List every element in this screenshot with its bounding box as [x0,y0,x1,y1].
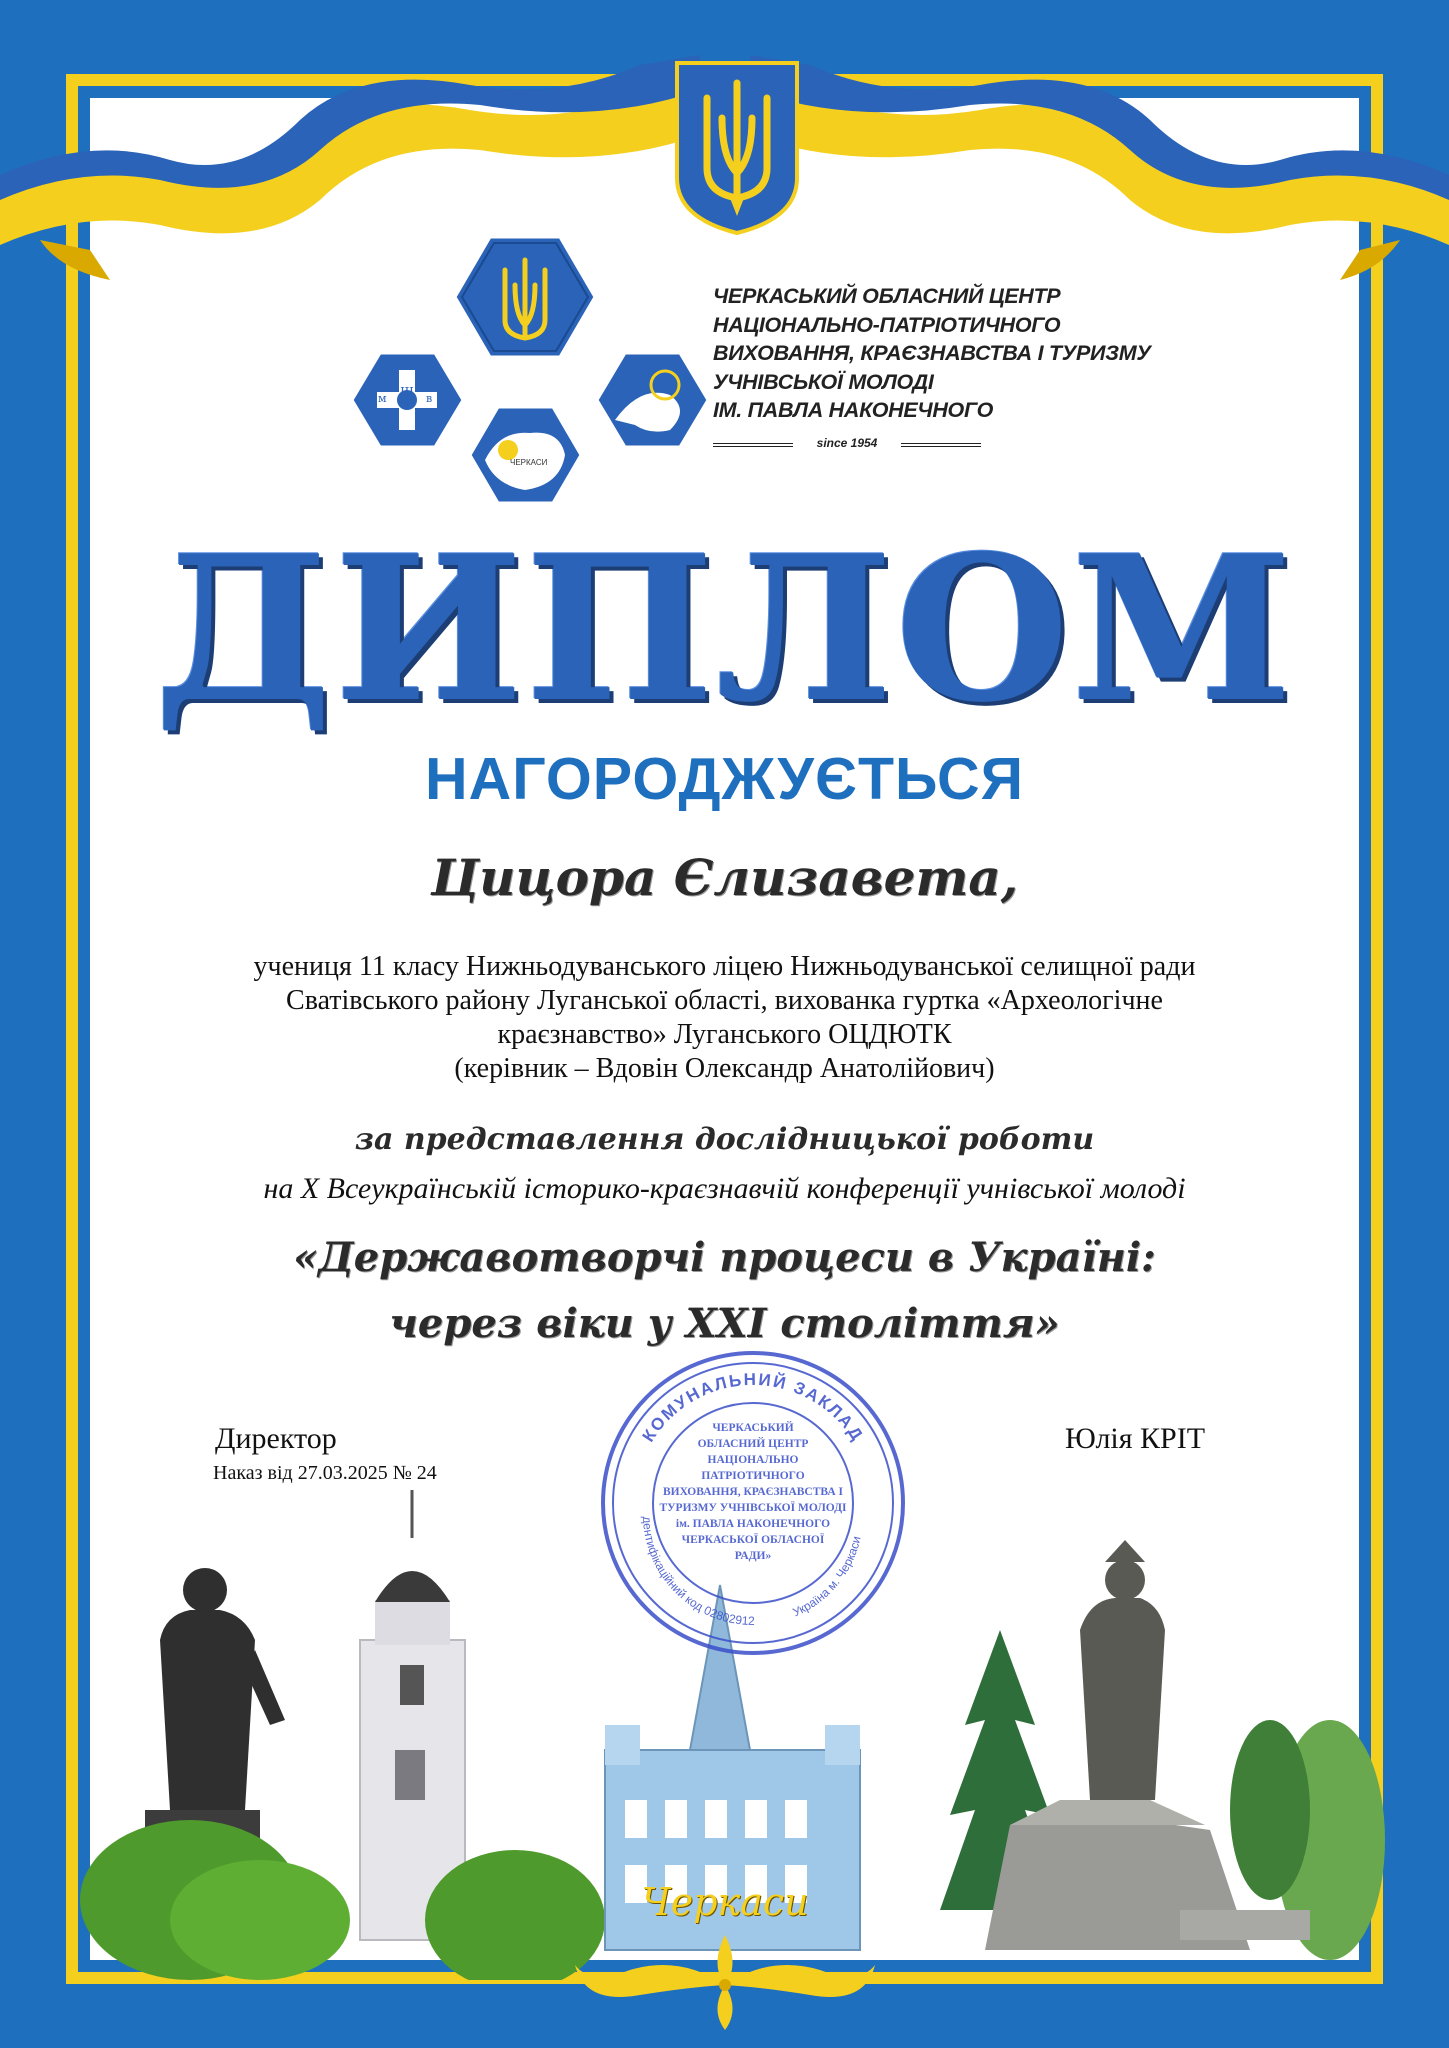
stamp-center-line: ОБЛАСНИЙ ЦЕНТР [697,1438,809,1450]
org-line-2: НАЦІОНАЛЬНО-ПАТРІОТИЧНОГО [713,312,1061,337]
stamp-left-text: дентифікаційний код 02802912 [639,1516,755,1628]
theme-line-2: через віки у XXI століття» [389,1300,1060,1347]
org-line-1: ЧЕРКАСЬКИЙ ОБЛАСНИЙ ЦЕНТР [713,284,1061,308]
signer-name: Юлія КРІТ [1065,1422,1206,1455]
stamp-center-line: ПАТРІОТИЧНОГО [701,1470,805,1482]
stamp-center-line: ЧЕРКАСЬКОЇ ОБЛАСНОЇ [681,1534,825,1546]
stamp-top-text: КОМУНАЛЬНИЙ ЗАКЛАД [638,1369,868,1446]
order-reference: Наказ від 27.03.2025 № 24 [213,1462,437,1484]
description-line-3: краєзнавство» Луганського ОЦДЮТК [497,1019,952,1050]
org-line-4: УЧНІВСЬКОЇ МОЛОДІ [713,369,934,394]
awarded-heading: НАГОРОДЖУЄТЬСЯ [425,746,1024,812]
award-reason: за представлення дослідницької роботи [354,1122,1095,1157]
organization-name [713,282,1153,425]
conference-name: на X Всеукраїнській історико-краєзнавчій конференції учнівської молоді [263,1172,1186,1205]
stamp-center-line: ТУРИЗМУ УЧНІВСЬКОЇ МОЛОДІ [659,1502,847,1514]
description-line-4: (керівник – Вдовін Олександр Анатолійович) [454,1053,995,1084]
cross-emblem-left: м [378,392,387,405]
svg-text:Україна м. Черкаси [791,1535,864,1620]
conference-theme [0,1225,1449,1357]
theme-line-1: «Державотворчі процеси в Україні: [293,1234,1156,1281]
stamp-right-text: Україна м. Черкаси [790,1534,864,1620]
recipient-description [120,950,1329,1086]
org-since: since 1954 [713,436,981,450]
city-label: Черкаси [641,1880,809,1924]
cross-emblem-text: Ш [400,385,414,399]
recipient-name: Цицора Єлизавета, [430,848,1019,907]
signature-position: Директор [215,1422,337,1455]
ornament-flourish-icon [560,1925,890,2035]
center-logo [350,235,710,515]
org-line-3: ВИХОВАННЯ, КРАЄЗНАВСТВА І ТУРИЗМУ [713,341,1151,365]
stamp-center-line: НАЦІОНАЛЬНО [707,1454,799,1466]
stamp-center-line: ЧЕРКАСЬКИЙ [712,1422,794,1434]
stamp-center-line: РАДИ» [734,1550,772,1562]
org-line-5: ІМ. ПАВЛА НАКОНЕЧНОГО [713,398,994,422]
map-emblem-label: ЧЕРКАСИ [510,458,548,467]
official-stamp [595,1345,910,1660]
cross-emblem-right: в [426,392,433,405]
stamp-center-line: ВИХОВАННЯ, КРАЄЗНАВСТВА І [662,1486,844,1498]
description-line-1: учениця 11 класу Нижньодуванського ліцею Нижньодуванської селищної ради [253,951,1196,982]
description-line-2: Сватівського району Луганської області, вихованка гуртка «Археологічне [286,985,1163,1016]
diploma-title: ДИПЛОМ [154,512,1295,747]
coat-of-arms-icon [672,58,802,238]
stamp-center-line: ім. ПАВЛА НАКОНЕЧНОГО [675,1518,831,1530]
